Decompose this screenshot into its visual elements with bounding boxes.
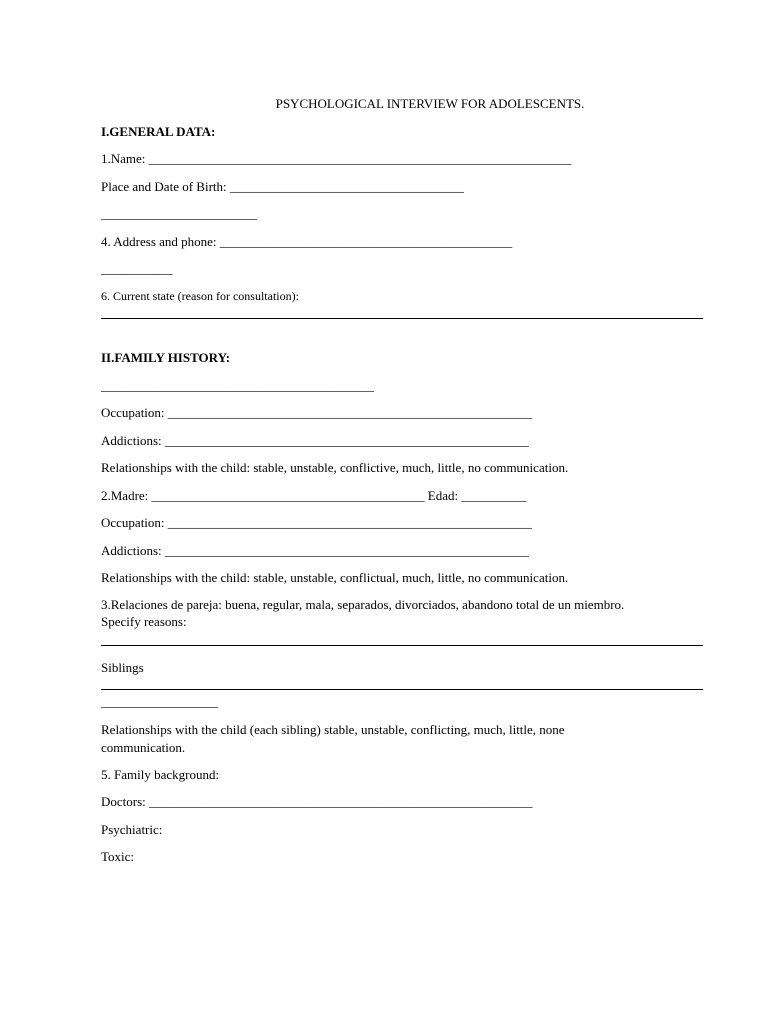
address-field: 4. Address and phone: _____________________________________________: [101, 234, 513, 249]
psychiatric-label: Psychiatric:: [101, 822, 163, 837]
general-data-heading: I.GENERAL DATA:: [101, 124, 216, 139]
toxic-label: Toxic:: [101, 849, 135, 864]
blank-line: __________________________________________: [101, 378, 374, 393]
current-state-label: 6. Current state (reason for consultation):: [101, 289, 299, 303]
blank-line: __________________: [101, 694, 218, 709]
sibling-relationship-text: Relationships with the child (each sibling) stable, unstable, conflicting, much, little, none: [101, 722, 565, 737]
family-background-label: 5. Family background:: [101, 767, 220, 782]
answer-rule: [101, 318, 703, 319]
birth-field: Place and Date of Birth: ____________________________________: [101, 179, 464, 194]
occupation-field: Occupation: ________________________________________________________: [101, 515, 532, 530]
family-history-heading: II.FAMILY HISTORY:: [101, 350, 231, 365]
sibling-relationship-text: communication.: [101, 740, 186, 755]
relationship-text: Relationships with the child: stable, unstable, conflictual, much, little, no communication.: [101, 570, 569, 585]
page-title: PSYCHOLOGICAL INTERVIEW FOR ADOLESCENTS.: [275, 96, 585, 111]
blank-line: ___________: [101, 261, 173, 276]
siblings-label: Siblings: [101, 660, 144, 675]
addictions-field: Addictions: ________________________________________________________: [101, 433, 529, 448]
specify-reasons-label: Specify reasons:: [101, 614, 187, 629]
name-field: 1.Name: _________________________________________________________________: [101, 151, 572, 166]
answer-rule: [101, 645, 703, 646]
addictions-field: Addictions: ________________________________________________________: [101, 543, 529, 558]
relationship-text: Relationships with the child: stable, unstable, conflictive, much, little, no communication.: [101, 460, 569, 475]
answer-rule: [101, 689, 703, 690]
couple-relationship-text: 3.Relaciones de pareja: buena, regular, mala, separados, divorciados, abandono total de un miembro.: [101, 597, 625, 612]
doctors-field: Doctors: ___________________________________________________________: [101, 794, 533, 809]
occupation-field: Occupation: ________________________________________________________: [101, 405, 532, 420]
blank-line: ________________________: [101, 206, 257, 221]
mother-field: 2.Madre: __________________________________________ Edad: __________: [101, 488, 527, 503]
